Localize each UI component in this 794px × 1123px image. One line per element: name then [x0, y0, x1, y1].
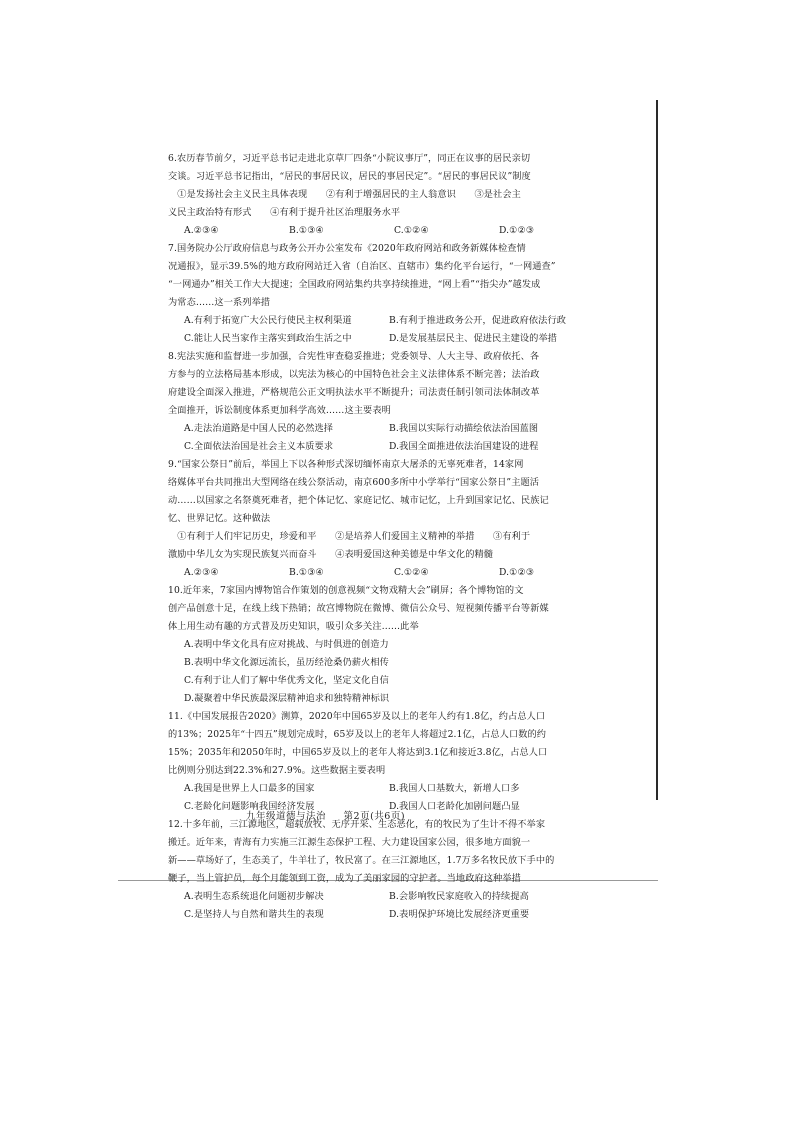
option-d: D.我国全面推进依法治国建设的进程	[389, 441, 539, 452]
question-stem-line: 15%；2035年和2050年时，中国65岁及以上的老年人将达到3.1亿和接近3.8亿，占总人口	[168, 747, 548, 758]
question-12	[168, 816, 638, 924]
question-stem-line: 为常态……这一系列举措	[168, 297, 271, 308]
answer-options	[168, 222, 638, 240]
question-stem-line: 11.《中国发展报告2020》测算，2020年中国65岁及以上的老年人约有1.8亿，约占总人口	[168, 711, 546, 722]
option-d: D.是发展基层民主、促进民主建设的举措	[389, 333, 558, 344]
answer-options-row	[168, 330, 638, 348]
option-d: D.凝聚着中华民族最深层精神追求和独特精神标识	[184, 693, 390, 704]
option-a: A.②③④	[184, 567, 219, 578]
question-stem-line: 激励中华儿女为实现民族复兴而奋斗 ④表明爱国这种美德是中华文化的精髓	[168, 549, 494, 560]
question-stem-line: 府建设全面深入推进，严格规范公正文明执法水平不断提升；司法责任制引领司法体制改革	[168, 387, 540, 398]
option-c: C.①②④	[394, 225, 429, 236]
question-stem-line: 8.宪法实施和监督进一步加强，合宪性审查稳妥推进；党委领导、人大主导、政府依托、各	[168, 351, 540, 362]
question-stem-line: 况通报》，显示39.5%的地方政府网站迁入省（自治区、直辖市）集约化平台运行，“一网通查”	[168, 261, 556, 272]
scan-edge-line	[656, 100, 658, 800]
question-stem-line: 全面推开，诉讼制度体系更加科学高效……这主要表明	[168, 405, 391, 416]
question-stem-line: 创产品创意十足，在线上线下热销；故宫博物院在微博、微信公众号、短视频传播平台等新媒	[168, 603, 549, 614]
option-a: A.我国是世界上人口最多的国家	[184, 783, 315, 794]
answer-options-row	[168, 906, 638, 924]
question-stem-line: 义民主政治特有形式 ④有利于提升社区治理服务水平	[168, 207, 401, 218]
option-b: B.我国以实际行动描绘依法治国蓝图	[389, 423, 539, 434]
question-7	[168, 240, 638, 348]
footer-subject: 九年级道德与法治	[246, 811, 327, 822]
question-9	[168, 456, 638, 582]
question-stem-line: ①是发扬社会主义民主具体表现 ②有利于增强居民的主人翁意识 ③是社会主	[168, 189, 521, 200]
option-b: B.①③④	[289, 225, 324, 236]
question-8	[168, 348, 638, 456]
option-d: D.①②③	[499, 567, 535, 578]
question-stem-line: 鞭子，当上管护员，每个月能领到工资，成为了美丽家园的守护者。当地政府这种举措	[168, 873, 521, 884]
option-a: A.表明中华文化具有应对挑战、与时俱进的创造力	[184, 639, 389, 650]
option-c: C.老龄化问题影响我国经济发展	[184, 801, 315, 812]
answer-options-row	[168, 312, 638, 330]
question-stem-line: 9.“国家公祭日”前后，举国上下以各种形式深切缅怀南京大屠杀的无辜死难者，14家网	[168, 459, 524, 470]
question-stem-line: 12.十多年前，三江源地区，超载放牧、无序开采、生态恶化，有的牧民为了生计不得不举家	[168, 819, 546, 830]
option-b: B.①③④	[289, 567, 324, 578]
answer-options-row	[168, 780, 638, 798]
option-b: B.有利于推进政务公开，促进政府依法行政	[389, 315, 567, 326]
option-c: C.全面依法治国是社会主义本质要求	[184, 441, 334, 452]
question-stem-line: 方参与的立法格局基本形成，以宪法为核心的中国特色社会主义法律体系不断完善；法治政	[168, 369, 540, 380]
answer-options-row	[168, 888, 638, 906]
option-c: C.有利于让人们了解中华优秀文化，坚定文化自信	[184, 675, 389, 686]
question-stem-line: 交谈。习近平总书记指出，“居民的事居民议，居民的事居民定”。“居民的事居民议”制度	[168, 171, 531, 182]
question-stem-line: 体上用生动有趣的方式普及历史知识，吸引众多关注……此举	[168, 621, 419, 632]
option-c: C.①②④	[394, 567, 429, 578]
option-b: B.表明中华文化源远流长，虽历经沧桑仍薪火相传	[184, 657, 389, 668]
option-b: B.会影响牧民家庭收入的持续提高	[389, 891, 529, 902]
question-stem-line: 的13%；2025年“十四五”规划完成时，65岁及以上的老年人将超过2.1亿，占总人口数的约	[168, 729, 547, 740]
footer-page-number: 第2页(共6页)	[343, 811, 406, 822]
answer-options	[168, 564, 638, 582]
option-d: D.①②③	[499, 225, 535, 236]
question-11	[168, 708, 638, 816]
question-6	[168, 150, 638, 240]
answer-options-row	[168, 420, 638, 438]
option-c: C.是坚持人与自然和谐共生的表现	[184, 909, 324, 920]
option-a: A.有利于拓宽广大公民行使民主权利渠道	[184, 315, 352, 326]
option-a: A.②③④	[184, 225, 219, 236]
question-stem-line: 6.农历春节前夕，习近平总书记走进北京草厂四条“小院议事厅”，同正在议事的居民亲切	[168, 153, 531, 164]
question-stem-line: 7.国务院办公厅政府信息与政务公开办公室发布《2020年政府网站和政务新媒体检查情	[168, 243, 526, 254]
option-b: B.我国人口基数大，新增人口多	[389, 783, 520, 794]
option-a: A.表明生态系统退化问题初步解决	[184, 891, 324, 902]
question-stem-line: 搬迁。近年来，青海有力实施三江源生态保护工程、大力建设国家公园，很多地方面貌一	[168, 837, 531, 848]
question-stem-line: 10.近年来，7家国内博物馆合作策划的创意视频“文物戏精大会”刷屏；各个博物馆的文	[168, 585, 524, 596]
question-stem-line: 动……以国家之名祭奠死难者，把个体记忆、家庭记忆、城市记忆，上升到国家记忆、民族记	[168, 495, 549, 506]
option-d: D.表明保护环境比发展经济更重要	[389, 909, 530, 920]
question-stem-line: 络媒体平台共同推出大型网络在线公祭活动，南京600多所中小学举行“国家公祭日”主题活	[168, 477, 540, 488]
answer-options-row	[168, 438, 638, 456]
question-stem-line: “一网通办”相关工作大大提速；全国政府网站集约共享持续推进，“网上看”“指尖办”越发成	[168, 279, 541, 290]
question-stem-line: ①有利于人们牢记历史，珍爱和平 ②是培养人们爱国主义精神的举措 ③有利于	[168, 531, 531, 542]
page-footer	[246, 808, 405, 822]
question-stem-line: 新——草场好了，生态美了，牛羊壮了，牧民富了。在三江源地区，1.7万多名牧民放下手中的	[168, 855, 555, 866]
option-d: D.我国人口老龄化加剧问题凸显	[389, 801, 520, 812]
question-stem-line: 比例则分别达到22.3%和27.9%。这些数据主要表明	[168, 765, 386, 776]
question-10	[168, 582, 638, 708]
question-stem-line: 忆、世界记忆。这种做法	[168, 513, 271, 524]
option-a: A.走法治道路是中国人民的必然选择	[184, 423, 334, 434]
option-c: C.能让人民当家作主落实到政治生活之中	[184, 333, 352, 344]
